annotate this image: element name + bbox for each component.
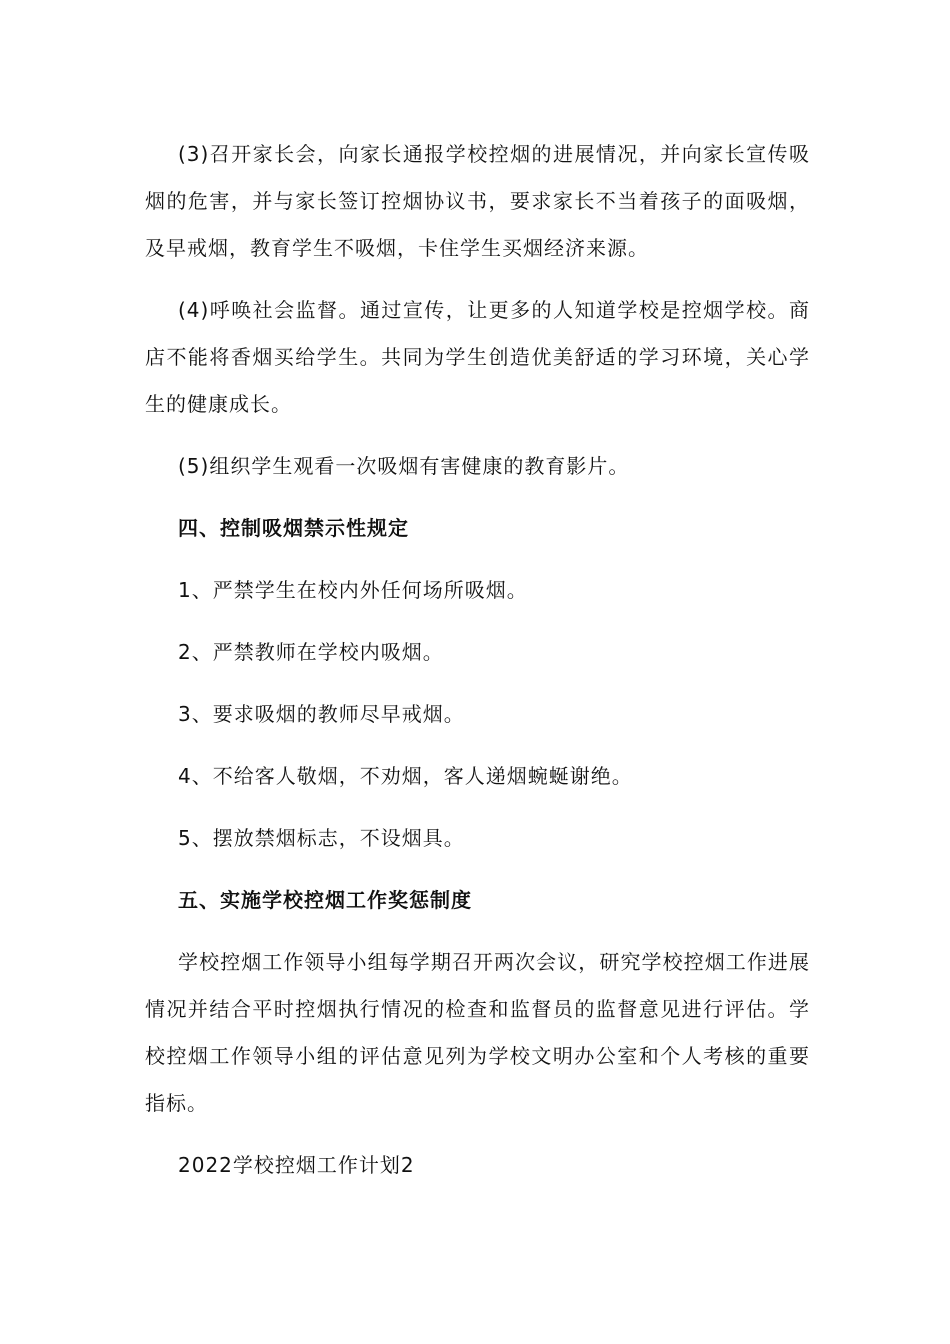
paragraph-4: (4)呼唤社会监督。通过宣传，让更多的人知道学校是控烟学校。商店不能将香烟买给学生。共同为学生创造优美舒适的学习环境，关心学生的健康成长。	[145, 298, 810, 416]
paragraph-5: (5)组织学生观看一次吸烟有害健康的教育影片。	[178, 454, 630, 478]
section-4-item-3: 3、要求吸烟的教师尽早戒烟。	[178, 702, 465, 726]
next-plan-title: 2022学校控烟工作计划2	[178, 1153, 415, 1177]
section-4-item-4: 4、不给客人敬烟，不劝烟，客人递烟蜿蜒谢绝。	[178, 764, 633, 788]
section-4-item-5: 5、摆放禁烟标志，不设烟具。	[178, 826, 465, 850]
paragraph-3: (3)召开家长会，向家长通报学校控烟的进展情况，并向家长宣传吸烟的危害，并与家长签订控烟协议书，要求家长不当着孩子的面吸烟，及早戒烟，教育学生不吸烟，卡住学生买烟经济来源。	[145, 142, 810, 260]
section-4-heading: 四、控制吸烟禁示性规定	[178, 516, 409, 540]
document-body	[145, 131, 810, 1189]
section-4-item-2: 2、严禁教师在学校内吸烟。	[178, 640, 444, 664]
section-5-heading: 五、实施学校控烟工作奖惩制度	[178, 888, 472, 912]
section-4-item-1: 1、严禁学生在校内外任何场所吸烟。	[178, 578, 528, 602]
section-5-body: 学校控烟工作领导小组每学期召开两次会议，研究学校控烟工作进展情况并结合平时控烟执行情况的检查和监督员的监督意见进行评估。学校控烟工作领导小组的评估意见列为学校文明办公室和个人考核的重要指标。	[145, 950, 810, 1115]
